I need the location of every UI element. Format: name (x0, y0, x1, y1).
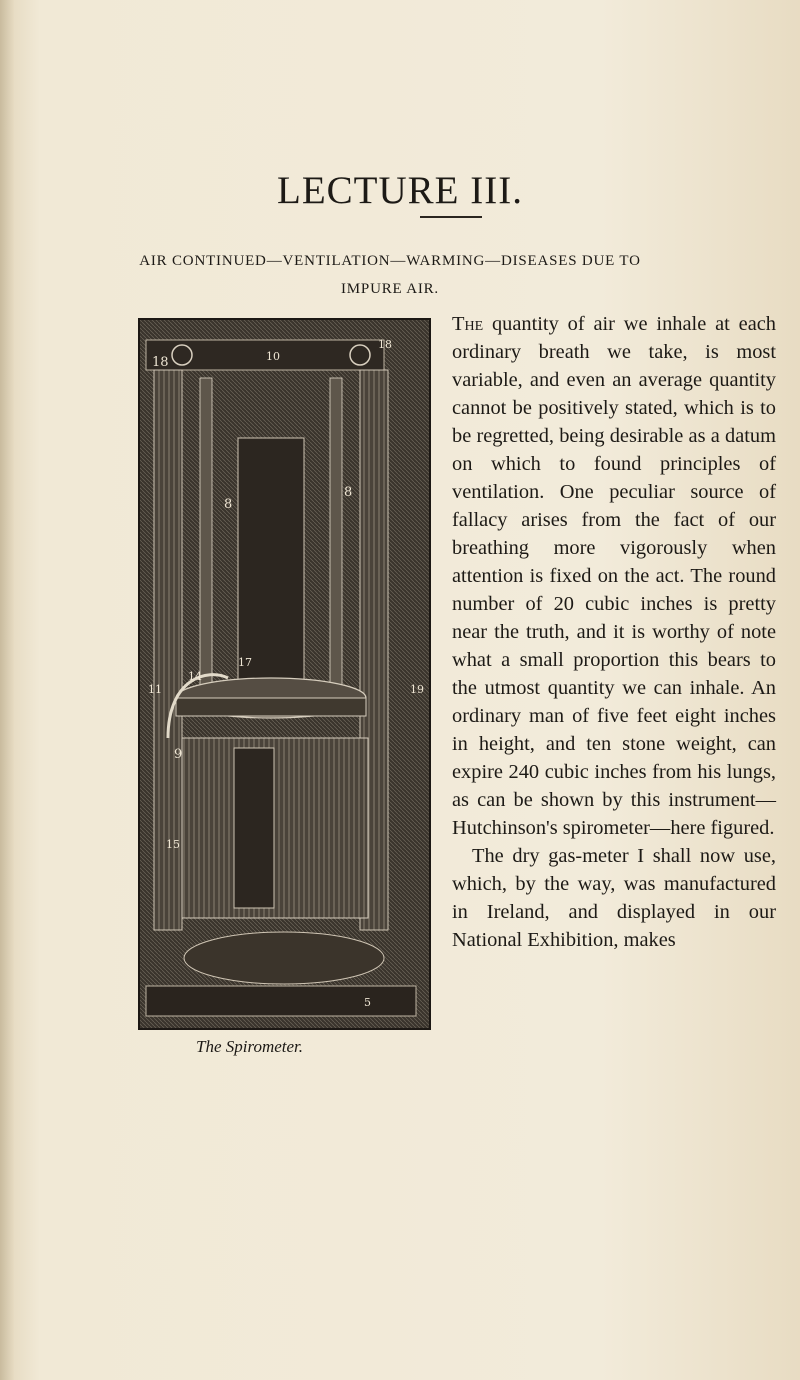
paragraph-1 (452, 310, 776, 842)
scale-label: 18 (152, 355, 169, 370)
title-rule (420, 216, 482, 218)
scale-label: 18 (378, 338, 392, 351)
scale-label: 5 (364, 996, 371, 1009)
scale-label: 11 (148, 683, 162, 696)
lecture-heading: LECTURE III. (277, 169, 523, 213)
figure-caption: The Spirometer. (196, 1037, 304, 1056)
scale-label: 8 (224, 497, 233, 512)
scale-label: 10 (266, 350, 280, 363)
scale-label: 17 (238, 656, 252, 669)
spirometer-illustration (138, 318, 431, 1030)
paragraph-1-text: quantity of air we inhale at each ordinary breath we take, is most variable, and even an average quantity cannot be positively stated, which is to be regretted, being desirable as a datum on which to found principles of ventilation. One peculiar source of fallacy arises from the fact of our breathing more vigorously when attention is fixed on the act. The round number of 20 cubic inches is pretty near the truth, and it is worthy of note what a small proportion this bears to the utmost quantity we can inhale. An ordinary man of five feet eight inches in height, and ten stone weight, can expire 240 cubic inches from his lungs, as can be shown by this instrument—Hutchinson's spirometer—here figured. (452, 313, 776, 839)
scale-label: 14 (188, 670, 202, 683)
paragraph-lead: The (452, 313, 484, 335)
scale-label: 9 (174, 747, 183, 762)
paragraph-2: The dry gas-meter I shall now use, which, by the way, was manufactured in Ireland, and displayed in our National Exhibition, makes (452, 845, 776, 951)
scale-label: 8 (344, 485, 353, 500)
body-text (452, 310, 776, 954)
chapter-subtitle: AIR CONTINUED—VENTILATION—WARMING—DISEASES DUE TO IMPURE AIR. (139, 253, 641, 297)
scale-label: 15 (166, 838, 180, 851)
scale-label: 19 (410, 683, 424, 696)
